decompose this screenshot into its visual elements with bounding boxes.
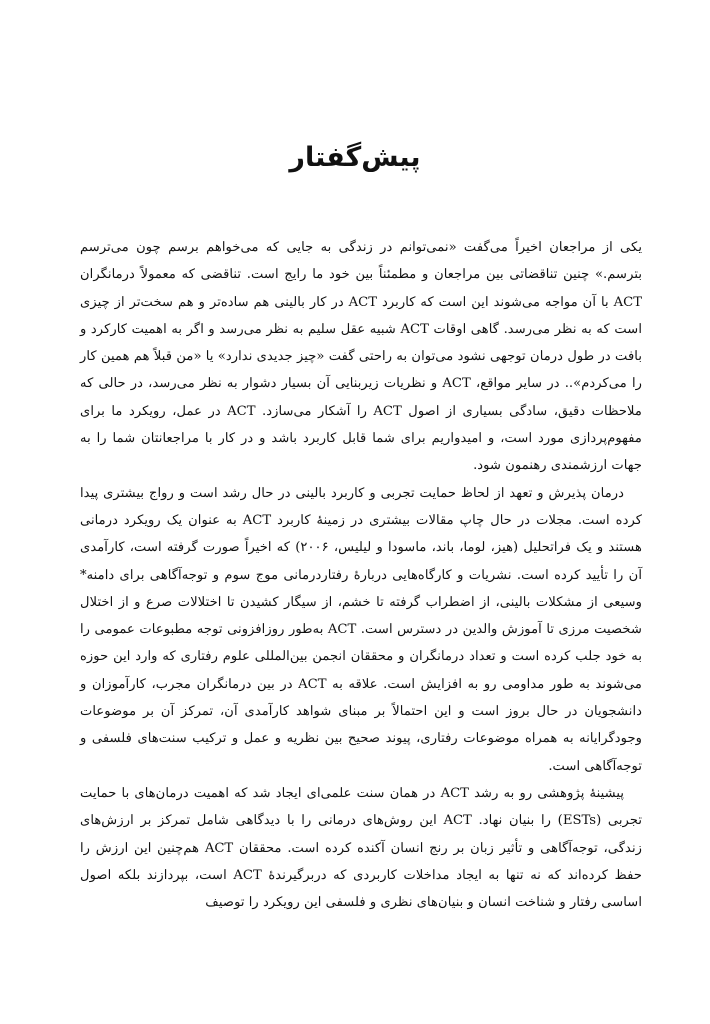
chapter-title: پیش‌گفتار xyxy=(289,142,421,173)
paragraph-1: یکی از مراجعان اخیراً می‌گفت «نمی‌توانم در زندگی به جایی که می‌خواهم برسم چون می‌ترسم بترسم.» چنین تناقضاتی بین مراجعان و مطمئناً بین خود ما رایج است. تناقضی که معمولاً درمانگران ACT با آن مواجه می‌شوند این است که کاربرد ACT در کار بالینی هم ساده‌تر و هم سخت‌تر از چیزی است که به نظر می‌رسد. گاهی اوقات ACT شبیه عقل سلیم به نظر می‌رسد و اگر به اهمیت کارکرد و بافت در طول درمان توجهی نشود می‌توان به راحتی گفت «چیز جدیدی ندارد» یا «من قبلاً هم همین کار را می‌کردم».. در سایر مواقع، ACT و نظریات زیربنایی آن بسیار دشوار به نظر می‌رسد، در حالی که ملاحظات دقیق، سادگی بسیاری از اصول ACT را آشکار می‌سازد. ACT در عمل، رویکرد ما برای مفهوم‌پردازی مورد است، و امیدواریم برای شما قابل کاربرد باشد و در کار با مراجعانتان شما را به جهات ارزشمندی رهنمون شود. xyxy=(80,240,643,474)
paragraph-3: پیشینهٔ پژوهشی رو به رشد ACT در همان سنت علمی‌ای ایجاد شد که اهمیت درمان‌های با حمایت تجربی (ESTs) را بنیان نهاد. ACT این روش‌های درمانی را با دیدگاهی شامل تمرکز بر ارزش‌های زندگی، توجه‌آگاهی و تأثیر زبان بر رنج انسان آکنده کرده است. محققان ACT هم‌چنین این ارزش را حفظ کرده‌اند که نه تنها به ایجاد مداخلات کاربردی که دربرگیرندهٔ ACT است، بپردازند بلکه اصول اساسی رفتار و شناخت انسان و بنیان‌های نظری و فلسفی این رویکرد را توصیف xyxy=(80,785,642,911)
paragraph-2: درمان پذیرش و تعهد از لحاظ حمایت تجربی و کاربرد بالینی در حال رشد است و رواج بیشتری پیدا کرده است. مجلات در حال چاپ مقالات بیشتری در زمینهٔ کاربرد ACT به عنوان یک رویکرد درمانی هستند و یک فراتحلیل (هیز، لوما، باند، ماسودا و لیلیس، ۲۰۰۶) که اخیراً صورت گرفته است، کارآمدی آن را تأیید کرده است. نشریات و کارگاه‌هایی دربارهٔ رفتاردرمانی موج سوم و توجه‌آگاهی برای دامنه* وسیعی از مشکلات بالینی، از اضطراب گرفته تا خشم، از سیگار کشیدن تا اختلالات صرع و از اختلال شخصیت مرزی تا آموزش والدین در دسترس است. ACT به‌طور روزافزونی توجه مطبوعات عمومی را به خود جلب کرده است و تعداد درمانگران و محققان انجمن بین‌المللی علوم رفتاری که وارد این حوزه می‌شوند به طور مداومی رو به افزایش است. علاقه به ACT در بین درمانگران مجرب، کارآموزان و دانشجویان در حال بروز است و این احتمالاً بر مبنای شواهد کارآمدی آن، تمرکز آن بر موضوعات وجودگرایانه به همراه موضوعات رفتاری، پیوند صحیح بین نظریه و عمل و ترکیب سنت‌های فلسفی و توجه‌آگاهی است. xyxy=(80,485,643,774)
body-text xyxy=(80,234,642,916)
